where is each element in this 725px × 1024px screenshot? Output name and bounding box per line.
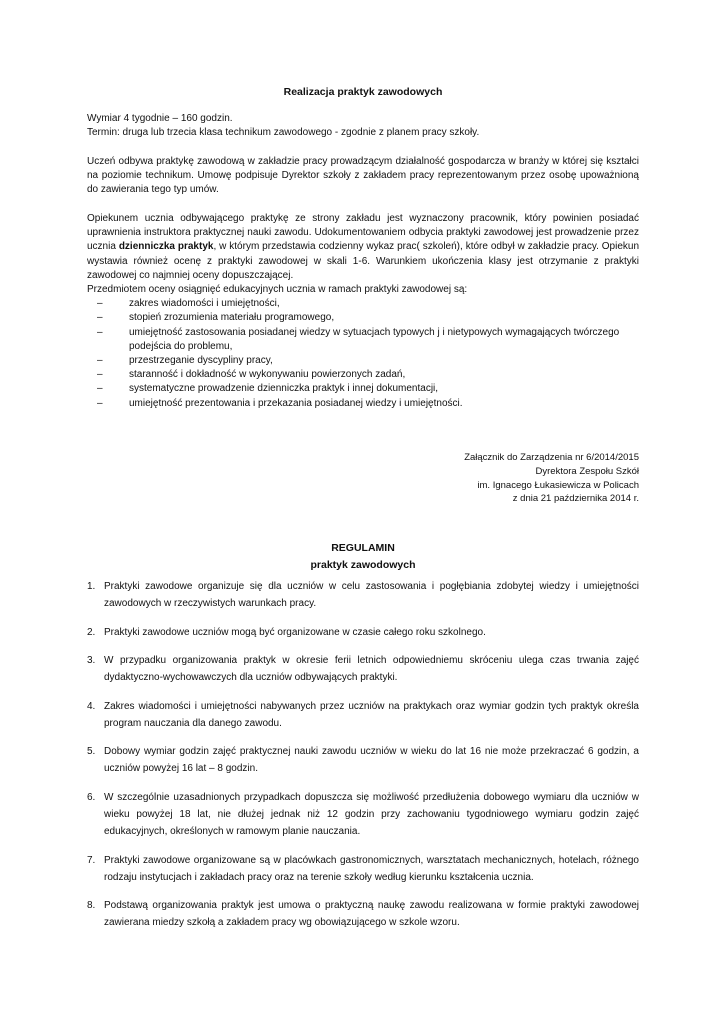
list-item [87, 297, 639, 311]
regulations-list [87, 578, 639, 943]
list-item [87, 624, 639, 641]
list-item-text: staranność i dokładność w wykonywaniu powierzonych zadań, [129, 369, 406, 381]
list-item-text: umiejętność prezentowania i przekazania posiadanej wiedzy i umiejętności. [129, 397, 463, 409]
item-number: 1. [87, 581, 96, 592]
paragraph-supervisor [87, 212, 639, 283]
dash-bullet: – [97, 326, 103, 338]
duration-line: Wymiar 4 tygodnie – 160 godzin. [87, 113, 233, 124]
dash-bullet: – [97, 355, 103, 367]
list-item [87, 789, 639, 841]
list-item-text: stopień zrozumienia materiału programowego, [129, 312, 335, 324]
item-text: Dobowy wymiar godzin zajęć praktycznej nauki zawodu uczniów w wieku do lat 16 nie może przekraczać 6 godzin, a uczniów powyżej 16 lat – 8 godzin. [104, 746, 639, 775]
regulations-subtitle: praktyk zawodowych [310, 559, 416, 571]
intro-block [87, 112, 639, 140]
item-number: 6. [87, 791, 96, 803]
dash-bullet: – [97, 397, 103, 409]
list-item [87, 326, 639, 354]
item-text: Zakres wiadomości i umiejętności nabywanych przez uczniów na praktykach oraz wymiar godzin tych praktyk określa program nauczania dla danego zawodu. [104, 700, 639, 729]
item-number: 5. [87, 746, 96, 758]
item-text: Praktyki zawodowe organizuje się dla uczniów w celu zastosowania i pogłębiania zdobytej wiedzy i umiejętności zawodowych w rzeczywistych warunkach pracy. [104, 581, 639, 610]
paragraph-workplace-text: Uczeń odbywa praktykę zawodową w zakładzie pracy prowadzącym działalność gospodarcza w branży w której się kształci na poziomie technikum. Umowę podpisuje Dyrektor szkoły z zakładem pracy reprezentowanym przez osobę upoważnioną do zawierania tego typ umów. [87, 156, 639, 196]
list-item [87, 382, 639, 396]
annex-line-2: Dyrektora Zespołu Szkół [535, 465, 639, 477]
paragraph-workplace [87, 155, 639, 198]
list-item-text: zakres wiadomości i umiejętności, [129, 298, 280, 310]
item-number: 2. [87, 626, 96, 638]
regulations-title: REGULAMIN [331, 542, 395, 554]
dash-bullet: – [97, 312, 103, 324]
list-item [87, 368, 639, 382]
annex-line-4: z dnia 21 października 2014 r. [512, 493, 639, 505]
item-number: 3. [87, 654, 96, 666]
annex-note [339, 451, 639, 506]
list-item [87, 743, 639, 777]
paragraph-supervisor-before: Opiekunem ucznia odbywającego praktykę ze strony zakładu jest wyznaczony pracownik, który powinien posiadać uprawnienia instruktora praktycznej nauki zawodu. Udokumentowaniem odbycia praktyki zawodowej jest prowadzenie przez ucznia [87, 213, 639, 253]
dash-bullet: – [97, 383, 103, 395]
criteria-intro: Przedmiotem oceny osiągnięć edukacyjnych ucznia w ramach praktyki zawodowej są: [87, 284, 468, 295]
list-item [87, 578, 639, 612]
criteria-list [87, 297, 639, 411]
dash-bullet: – [97, 298, 103, 310]
annex-line-3: im. Ignacego Łukasiewicza w Policach [477, 479, 639, 491]
item-text: W przypadku organizowania praktyk w okresie ferii letnich odpowiedniemu skróceniu ulega czas trwania zajęć dydaktyczno-wychowawczych dla uczniów odbywających praktyki. [104, 654, 639, 684]
list-item-text: umiejętność zastosowania posiadanej wiedzy w sytuacjach typowych j i nietypowych wymagających twórczego podejścia do problemu, [129, 326, 620, 352]
assessment-criteria [87, 283, 639, 411]
list-item [87, 852, 639, 886]
term-line: Termin: druga lub trzecia klasa technikum zawodowego - zgodnie z planem pracy szkoły. [87, 127, 480, 139]
journal-term: dzienniczka praktyk [118, 241, 214, 253]
list-item [87, 897, 639, 931]
annex-line-1: Załącznik do Zarządzenia nr 6/2014/2015 [464, 452, 639, 463]
list-item [87, 652, 639, 686]
paragraph-supervisor-text [87, 212, 639, 283]
item-number: 4. [87, 700, 96, 712]
document-title: Realizacja praktyk zawodowych [283, 86, 443, 98]
list-item-text: przestrzeganie dyscypliny pracy, [129, 355, 273, 367]
item-number: 7. [87, 854, 96, 866]
item-text: W szczególnie uzasadnionych przypadkach dopuszcza się możliwość przedłużenia dobowego wymiaru dla uczniów w wieku powyżej 18 lat, nie dłużej jednak niż 12 godzin przy zachowaniu tygodniowego wymiaru godzin zajęć edukacyjnych, określonych w ramowym planie nauczania. [104, 791, 639, 838]
dash-bullet: – [97, 369, 103, 381]
regulations-heading [87, 540, 639, 574]
list-item [87, 698, 639, 732]
item-number: 8. [87, 900, 96, 912]
paragraph-supervisor-after: , w którym przedstawia codzienny wykaz prac( szkoleń), które odbył w zakładzie pracy. Opiekun wystawia również ocenę z praktyki zawodowej w skali 1-6. Warunkiem ukończenia klasy jest otrzymanie z praktyki zawodowej co najmniej oceny dopuszczającej. [87, 241, 640, 281]
list-item [87, 311, 639, 325]
item-text: Podstawą organizowania praktyk jest umowa o praktyczną naukę zawodu realizowana w formie praktyki zawodowej zawierana miedzy szkołą a zakładem pracy wg obowiązującego w szkole wzoru. [104, 900, 639, 929]
list-item [87, 354, 639, 368]
list-item-text: systematyczne prowadzenie dzienniczka praktyk i innej dokumentacji, [129, 383, 439, 395]
regulations-ordered-list [87, 578, 639, 932]
item-text: Praktyki zawodowe organizowane są w placówkach gastronomicznych, warsztatach mechanicznych, hotelach, różnego rodzaju instytucjach i zakładach pracy oraz na terenie szkoły według kierunku kształcenia ucznia. [104, 854, 639, 883]
item-text: Praktyki zawodowe uczniów mogą być organizowane w czasie całego roku szkolnego. [104, 626, 486, 638]
list-item [87, 397, 639, 411]
